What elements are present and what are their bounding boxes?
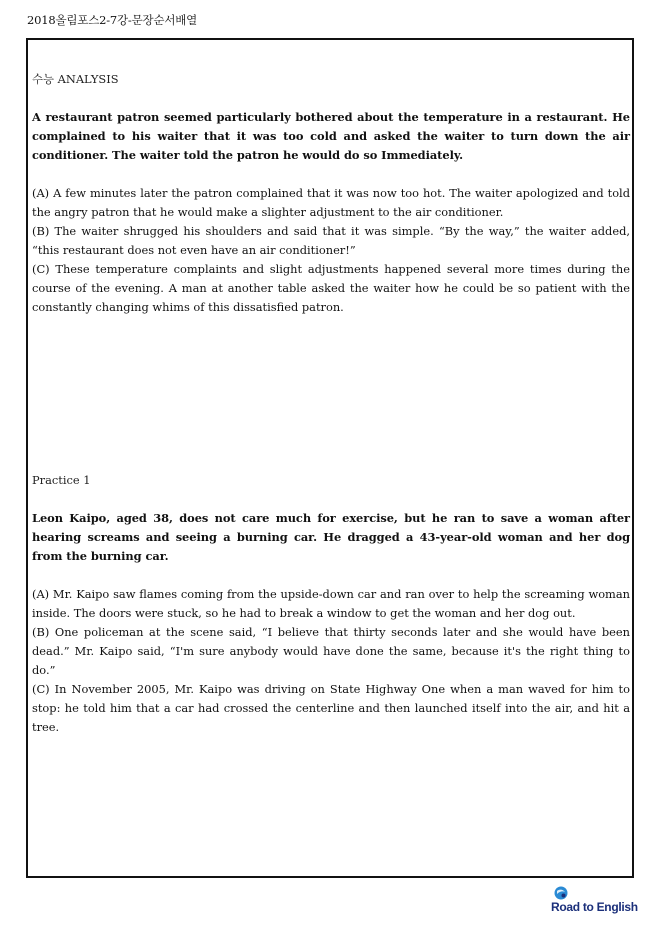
option-c-1: (C) These temperature complaints and slight adjustments happened several more times during the course of the evening. A man at another table asked the waiter how he could be so patient with the constantly changing whims of this dissatisfied patron. [32,262,630,314]
passage-options-2 [32,585,630,737]
document-header-title: 2018올림포스2-7강-문장순서배열 [27,13,198,27]
option-a-2: (A) Mr. Kaipo saw flames coming from the upside-down car and ran over to help the screaming woman inside. The doors were stuck, so he had to break a window to get the woman and her dog out. [32,587,630,620]
globe-icon [554,886,568,900]
section-label-analysis: 수능 ANALYSIS [32,72,119,86]
option-b-1: (B) The waiter shrugged his shoulders and said that it was simple. “By the way,” the waiter added, “this restaurant does not even have an air conditioner!” [32,224,630,257]
option-a-1: (A) A few minutes later the patron complained that it was now too hot. The waiter apologized and told the angry patron that he would make a slighter adjustment to the air conditioner. [32,186,630,219]
passage-lead-2: Leon Kaipo, aged 38, does not care much for exercise, but he ran to save a woman after hearing screams and seeing a burning car. He dragged a 43-year-old woman and her dog from the burning car. [32,511,630,563]
option-c-2: (C) In November 2005, Mr. Kaipo was driving on State Highway One when a man waved for him to stop: he told him that a car had crossed the centerline and then launched itself into the air, and hit a tree. [32,682,630,734]
brand-logo [551,892,638,914]
section-label-practice: Practice 1 [32,473,91,487]
passage-options-1 [32,184,630,317]
passage-lead-1: A restaurant patron seemed particularly bothered about the temperature in a restaurant. He complained to his waiter that it was too cold and asked the waiter to turn down the air conditioner. The waiter told the patron he would do so Immediately. [32,110,630,162]
logo-text: Road to English [551,900,638,914]
document-body [32,70,630,737]
option-b-2: (B) One policeman at the scene said, “I believe that thirty seconds later and she would have been dead.” Mr. Kaipo said, “I'm sure anybody would have done the same, because it's the right thing to do.” [32,625,630,677]
section-gap [32,317,630,471]
